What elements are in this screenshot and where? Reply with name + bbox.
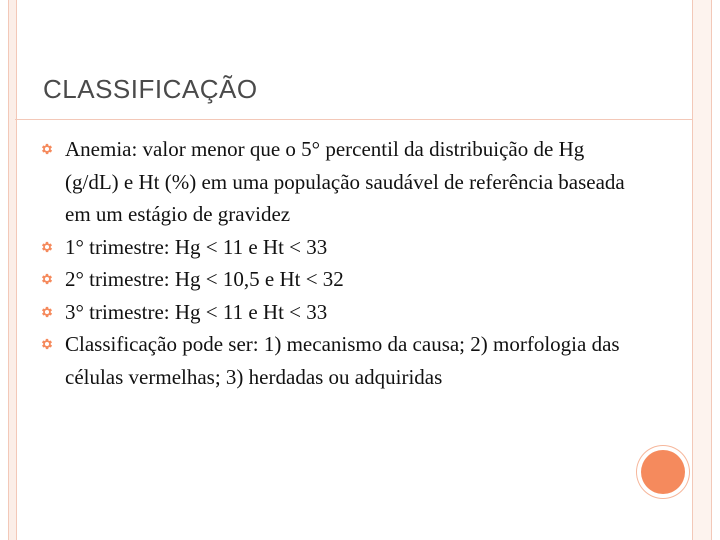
- settings-cog-icon: [40, 240, 54, 254]
- bullet-text: Anemia: valor menor que o 5° percentil da distribuição de Hg (g/dL) e Ht (%) em uma população saudável de referência baseada em um estágio de gravidez: [65, 137, 625, 226]
- slide-title: CLASSIFICAÇÃO: [43, 74, 258, 104]
- settings-cog-icon: [40, 272, 54, 286]
- settings-cog-icon: [40, 142, 54, 156]
- decorative-circle: [641, 450, 685, 494]
- bullet-text: 2° trimestre: Hg < 10,5 e Ht < 32: [65, 267, 344, 291]
- settings-cog-icon: [40, 305, 54, 319]
- bullet-text: Classificação pode ser: 1) mecanismo da causa; 2) morfologia das células vermelhas; 3) herdadas ou adquiridas: [65, 332, 620, 389]
- bullet-text: 3° trimestre: Hg < 11 e Ht < 33: [65, 299, 328, 324]
- bullet-text: 1° trimestre: Hg < 11 e Ht < 33: [65, 234, 328, 259]
- settings-cog-icon: [40, 337, 54, 351]
- bullet-item: [40, 296, 640, 329]
- right-border-decoration: [692, 0, 712, 540]
- bullet-item: [40, 231, 640, 264]
- bullet-item: [40, 328, 640, 393]
- bullet-item: [40, 263, 640, 296]
- bullet-list: [40, 133, 640, 393]
- left-border-decoration: [8, 0, 17, 540]
- title-divider: [15, 119, 692, 120]
- bullet-item: [40, 133, 640, 231]
